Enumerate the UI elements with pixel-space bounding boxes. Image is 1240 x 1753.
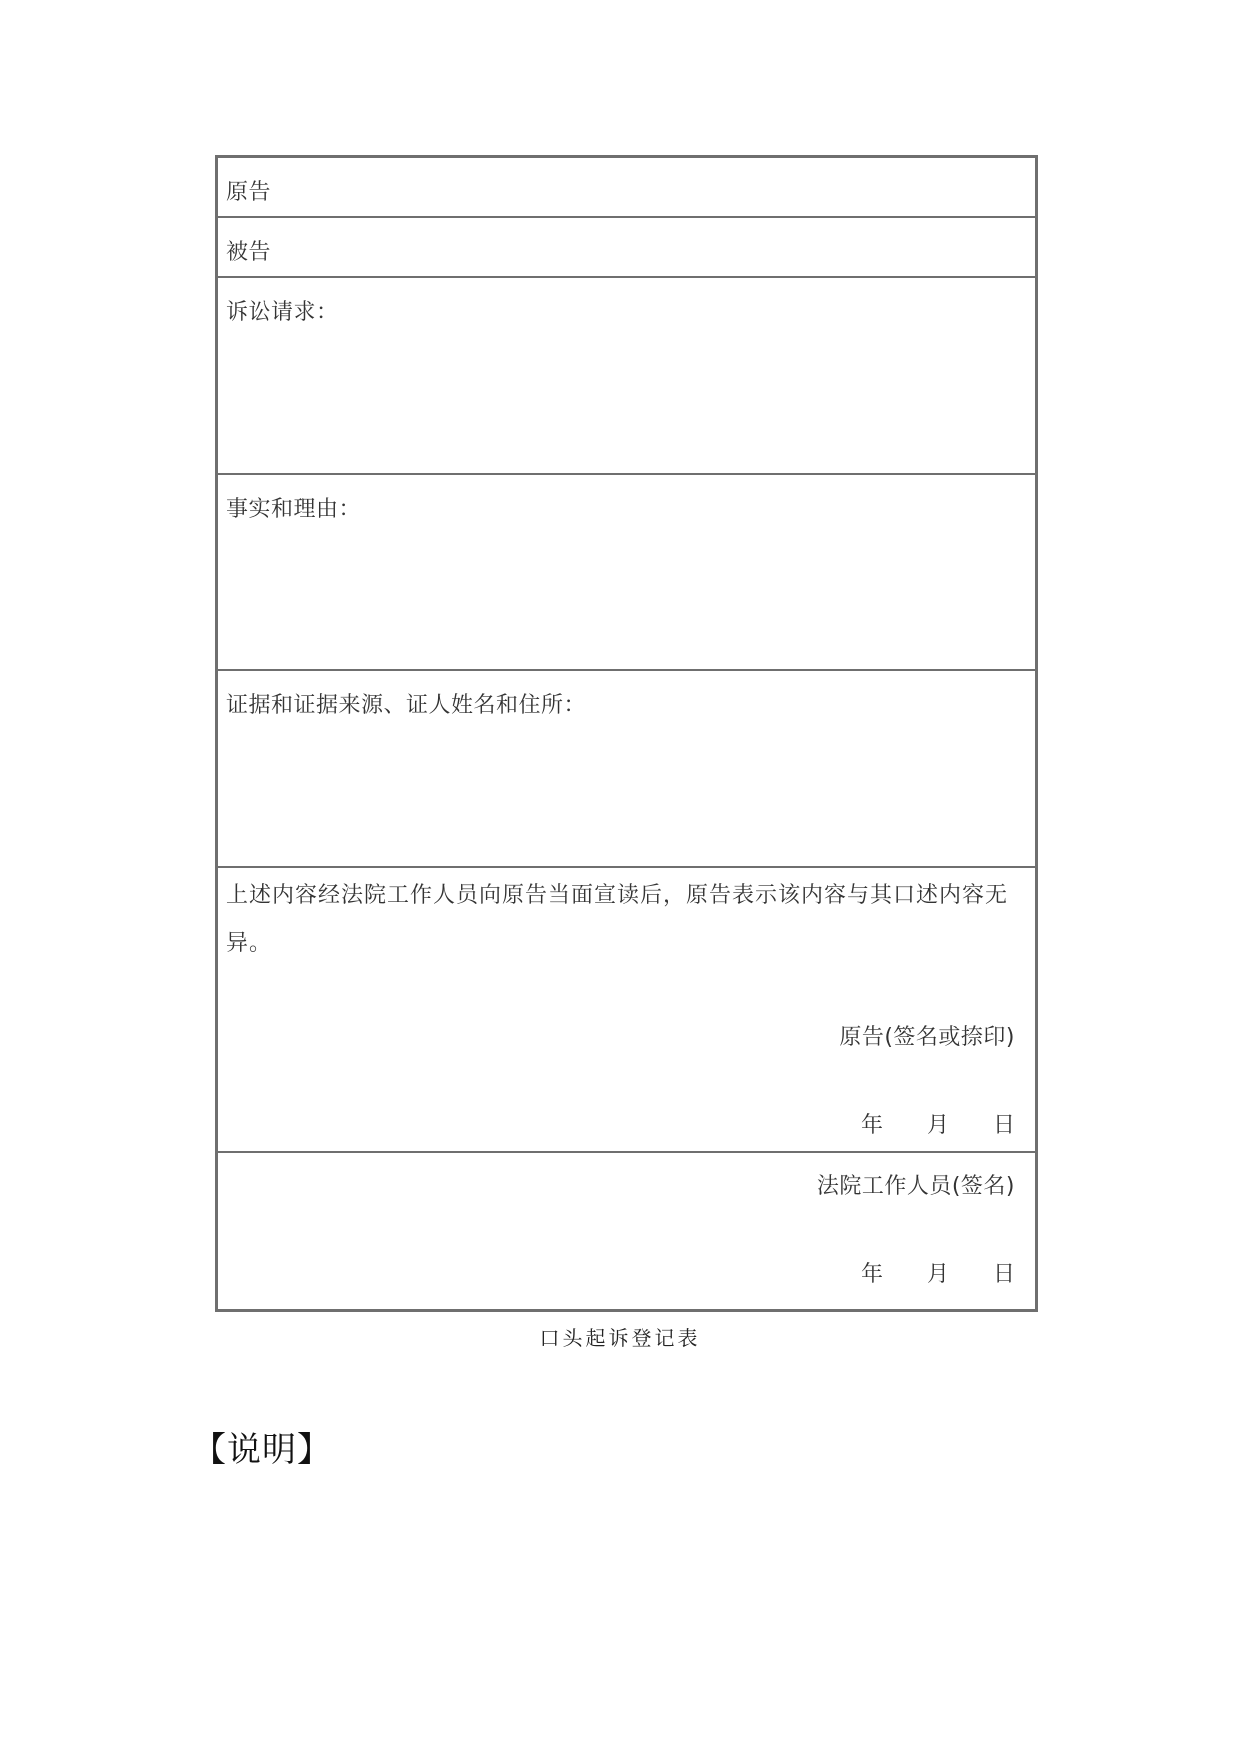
figure-caption: 口头起诉登记表 [539, 1326, 701, 1350]
date-year: 年 [860, 1262, 883, 1287]
plaintiff-signature-date [861, 1108, 1015, 1139]
plaintiff-label: 原告 [226, 180, 272, 205]
date-year: 年 [860, 1113, 883, 1138]
oral-complaint-registration-form [215, 155, 1038, 1312]
date-day: 日 [992, 1262, 1015, 1287]
date-day: 日 [992, 1113, 1015, 1138]
plaintiff-row [218, 158, 1035, 218]
evidence-row [218, 671, 1035, 868]
staff-signature-row [218, 1153, 1035, 1309]
date-month: 月 [926, 1113, 949, 1138]
confirmation-text: 上述内容经法院工作人员向原告当面宣读后，原告表示该内容与其口述内容无异。 [226, 883, 1009, 956]
defendant-row [218, 218, 1035, 278]
facts-row [218, 475, 1035, 671]
claims-row [218, 278, 1035, 475]
staff-signature-date [861, 1257, 1015, 1288]
date-month: 月 [926, 1262, 949, 1287]
claims-label: 诉讼请求： [226, 300, 339, 325]
plaintiff-signature-label: 原告(签名或捺印) [839, 1025, 1015, 1050]
evidence-label: 证据和证据来源、证人姓名和住所： [226, 693, 587, 718]
confirmation-row [218, 868, 1035, 1153]
staff-signature-label: 法院工作人员(签名) [816, 1174, 1015, 1199]
defendant-label: 被告 [226, 240, 272, 265]
section-heading: 【说明】 [192, 1430, 332, 1470]
facts-label: 事实和理由： [226, 497, 362, 522]
